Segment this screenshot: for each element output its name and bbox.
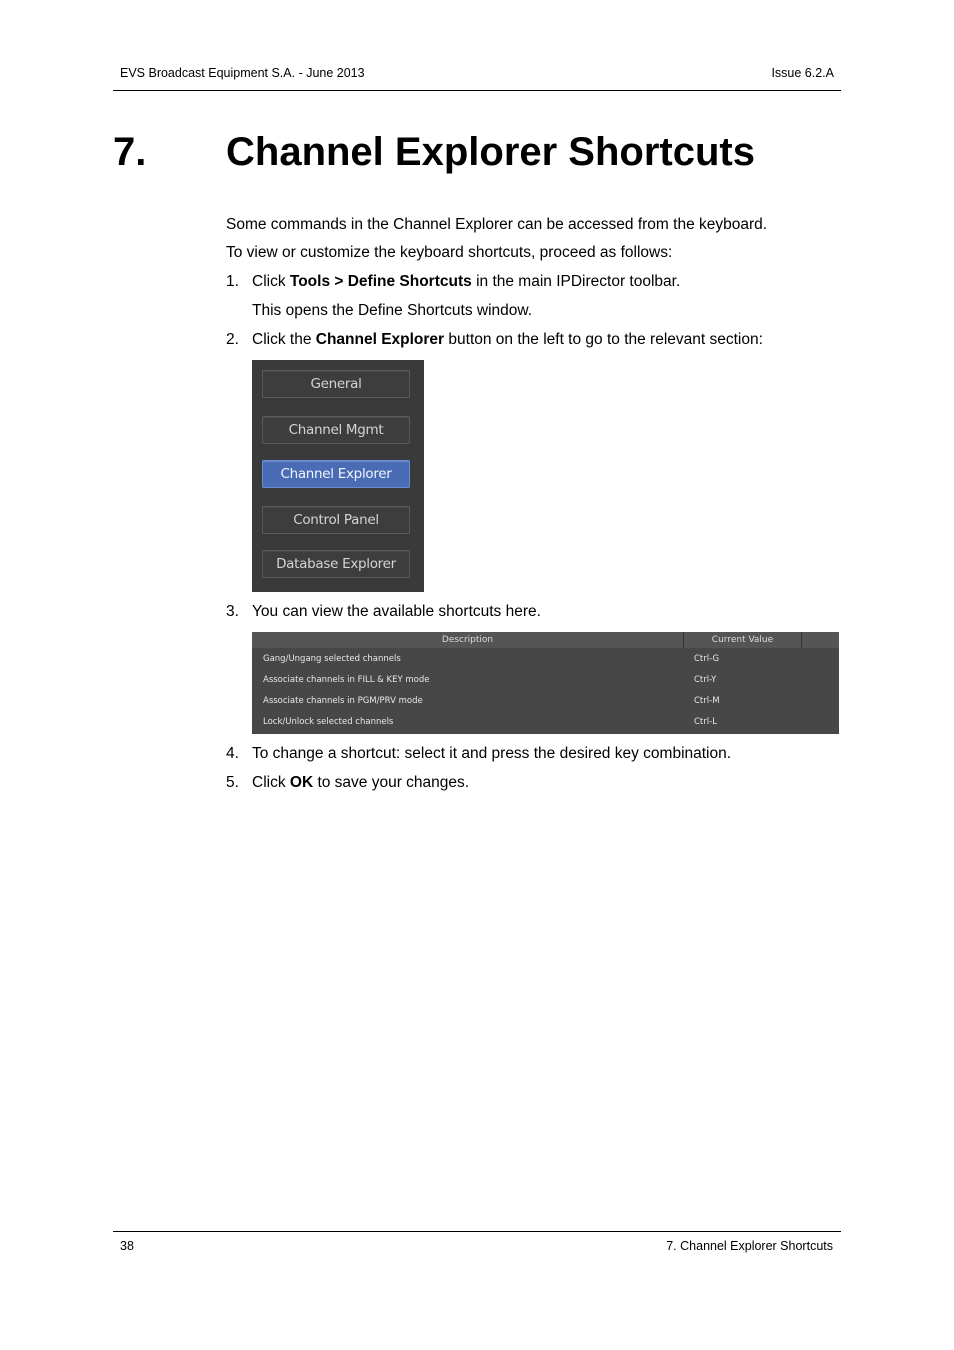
- table-row[interactable]: [252, 649, 839, 670]
- table-header: [252, 632, 839, 648]
- step-3-text: You can view the available shortcuts here.: [252, 603, 541, 620]
- menu-path: Tools > Define Shortcuts: [289, 273, 472, 290]
- step-5-text: Click OK to save your changes.: [252, 774, 470, 791]
- step-1-text: Click Tools > Define Shortcuts in the main IPDirector toolbar.: [252, 273, 681, 290]
- step-5-number: 5.: [226, 774, 239, 791]
- intro-paragraph-1: Some commands in the Channel Explorer can be accessed from the keyboard.: [226, 216, 768, 233]
- running-header-company: EVS Broadcast Equipment S.A. - June 2013: [120, 66, 365, 80]
- shortcut-value: Ctrl-Y: [694, 675, 717, 685]
- chapter-title: Channel Explorer Shortcuts: [226, 130, 755, 174]
- running-header-issue: Issue 6.2.A: [771, 66, 834, 80]
- shortcut-description: Gang/Ungang selected channels: [263, 654, 401, 664]
- table-row[interactable]: [252, 712, 839, 733]
- step-3-number: 3.: [226, 603, 239, 620]
- shortcut-description: Associate channels in PGM/PRV mode: [263, 696, 423, 706]
- shortcut-description: Lock/Unlock selected channels: [263, 717, 394, 727]
- database-explorer-button[interactable]: Database Explorer: [262, 550, 410, 578]
- table-row[interactable]: [252, 670, 839, 691]
- page-number: 38: [120, 1239, 134, 1253]
- column-header-description[interactable]: Description: [252, 632, 684, 648]
- general-button[interactable]: General: [262, 370, 410, 398]
- ok-label: OK: [289, 774, 314, 791]
- step-2-text: Click the Channel Explorer button on the left to go to the relevant section:: [252, 331, 763, 348]
- intro-paragraph-2: To view or customize the keyboard shortcuts, proceed as follows:: [226, 244, 673, 261]
- channel-mgmt-button[interactable]: Channel Mgmt: [262, 416, 410, 444]
- step-1-note: This opens the Define Shortcuts window.: [252, 302, 533, 319]
- shortcut-description: Associate channels in FILL & KEY mode: [263, 675, 430, 685]
- column-header-current-value[interactable]: Current Value: [684, 632, 802, 648]
- footer-divider: [113, 1231, 841, 1232]
- channel-explorer-button[interactable]: Channel Explorer: [262, 460, 410, 488]
- header-divider: [113, 90, 841, 91]
- control-panel-button[interactable]: Control Panel: [262, 506, 410, 534]
- shortcut-sections-panel: [252, 360, 424, 592]
- step-2-number: 2.: [226, 331, 239, 348]
- button-name: Channel Explorer: [315, 331, 445, 348]
- shortcut-value: Ctrl-L: [694, 717, 717, 727]
- shortcut-value: Ctrl-M: [694, 696, 720, 706]
- shortcut-value: Ctrl-G: [694, 654, 720, 664]
- shortcuts-table: [252, 632, 839, 734]
- step-4-number: 4.: [226, 745, 239, 762]
- chapter-number: 7.: [113, 130, 147, 174]
- step-1-number: 1.: [226, 273, 239, 290]
- table-row[interactable]: [252, 691, 839, 712]
- step-4-text: To change a shortcut: select it and press the desired key combination.: [252, 745, 732, 762]
- running-footer-section: 7. Channel Explorer Shortcuts: [666, 1239, 833, 1253]
